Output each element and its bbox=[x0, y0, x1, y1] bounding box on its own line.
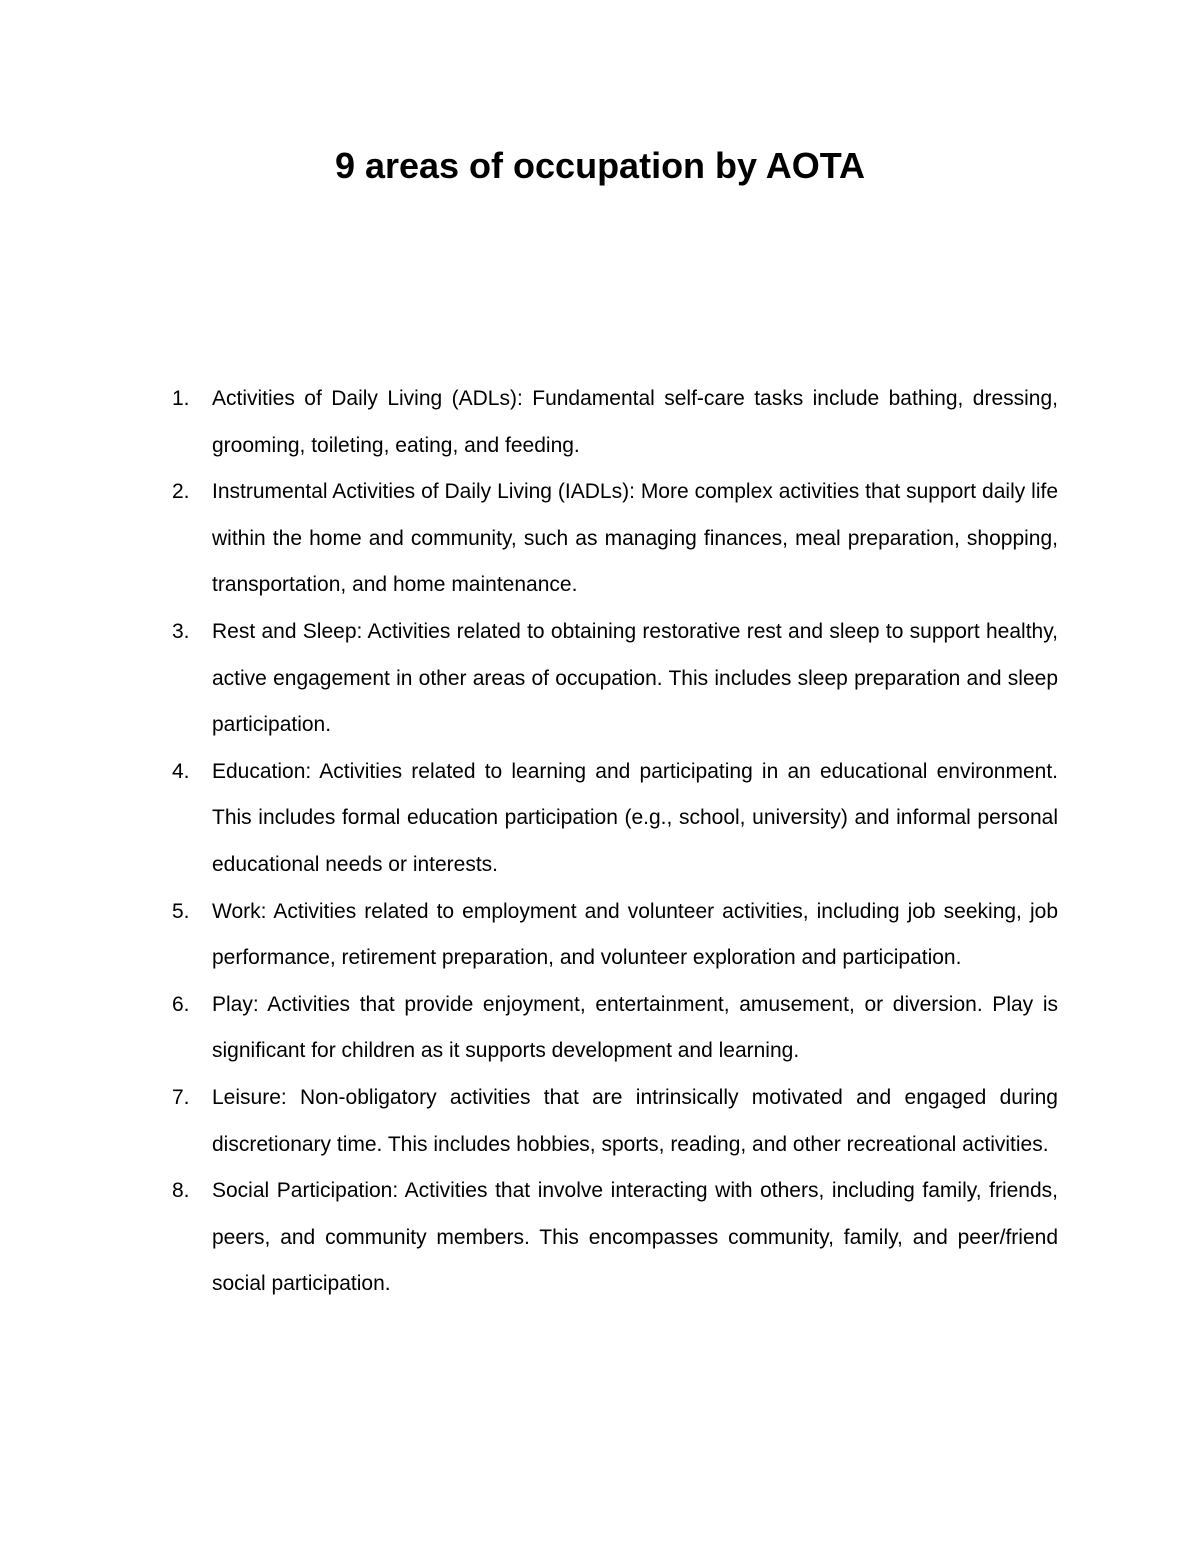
list-item-text: Leisure: Non-obligatory activities that are intrinsically motivated and engaged during discretionary time. This includes hobbies, sports, reading, and other recreational activities. bbox=[212, 1085, 1058, 1156]
list-item bbox=[172, 1075, 1058, 1168]
list-item bbox=[172, 749, 1058, 889]
list-item-number: 7. bbox=[172, 1085, 190, 1109]
list-item-text: Instrumental Activities of Daily Living (IADLs): More complex activities that support daily life within the home and community, such as managing finances, meal preparation, shopping, transportation, and home maintenance. bbox=[212, 480, 1058, 597]
list-item bbox=[172, 609, 1058, 749]
page-title: 9 areas of occupation by AOTA bbox=[334, 145, 866, 186]
areas-list bbox=[172, 376, 1058, 1308]
list-item-number: 3. bbox=[172, 619, 190, 643]
list-item bbox=[172, 376, 1058, 469]
list-item-text: Play: Activities that provide enjoyment, entertainment, amusement, or diversion. Play is significant for children as it supports development and learning. bbox=[212, 992, 1058, 1063]
list-item-number: 8. bbox=[172, 1179, 190, 1203]
list-item-text: Education: Activities related to learning and participating in an educational environment. This includes formal education participation (e.g., school, university) and informal personal educational needs or interests. bbox=[212, 759, 1058, 876]
list-item-text: Social Participation: Activities that involve interacting with others, including family, friends, peers, and community members. This encompasses community, family, and peer/friend social participation. bbox=[212, 1179, 1058, 1296]
list-item-text: Rest and Sleep: Activities related to obtaining restorative rest and sleep to support healthy, active engagement in other areas of occupation. This includes sleep preparation and sleep participation. bbox=[212, 619, 1058, 737]
list-item-number: 6. bbox=[172, 992, 190, 1016]
list-item-number: 4. bbox=[172, 759, 190, 783]
list-item-number: 2. bbox=[172, 480, 190, 504]
list-item bbox=[172, 982, 1058, 1075]
list-item bbox=[172, 469, 1058, 609]
list-item-text: Activities of Daily Living (ADLs): Fundamental self-care tasks include bathing, dressing, grooming, toileting, eating, and feeding. bbox=[212, 387, 1058, 457]
list-item bbox=[172, 889, 1058, 982]
list-item-number: 1. bbox=[172, 387, 190, 410]
list-item bbox=[172, 1168, 1058, 1308]
list-item-number: 5. bbox=[172, 899, 190, 923]
list-item-text: Work: Activities related to employment and volunteer activities, including job seeking, job performance, retirement preparation, and volunteer exploration and participation. bbox=[212, 899, 1058, 970]
